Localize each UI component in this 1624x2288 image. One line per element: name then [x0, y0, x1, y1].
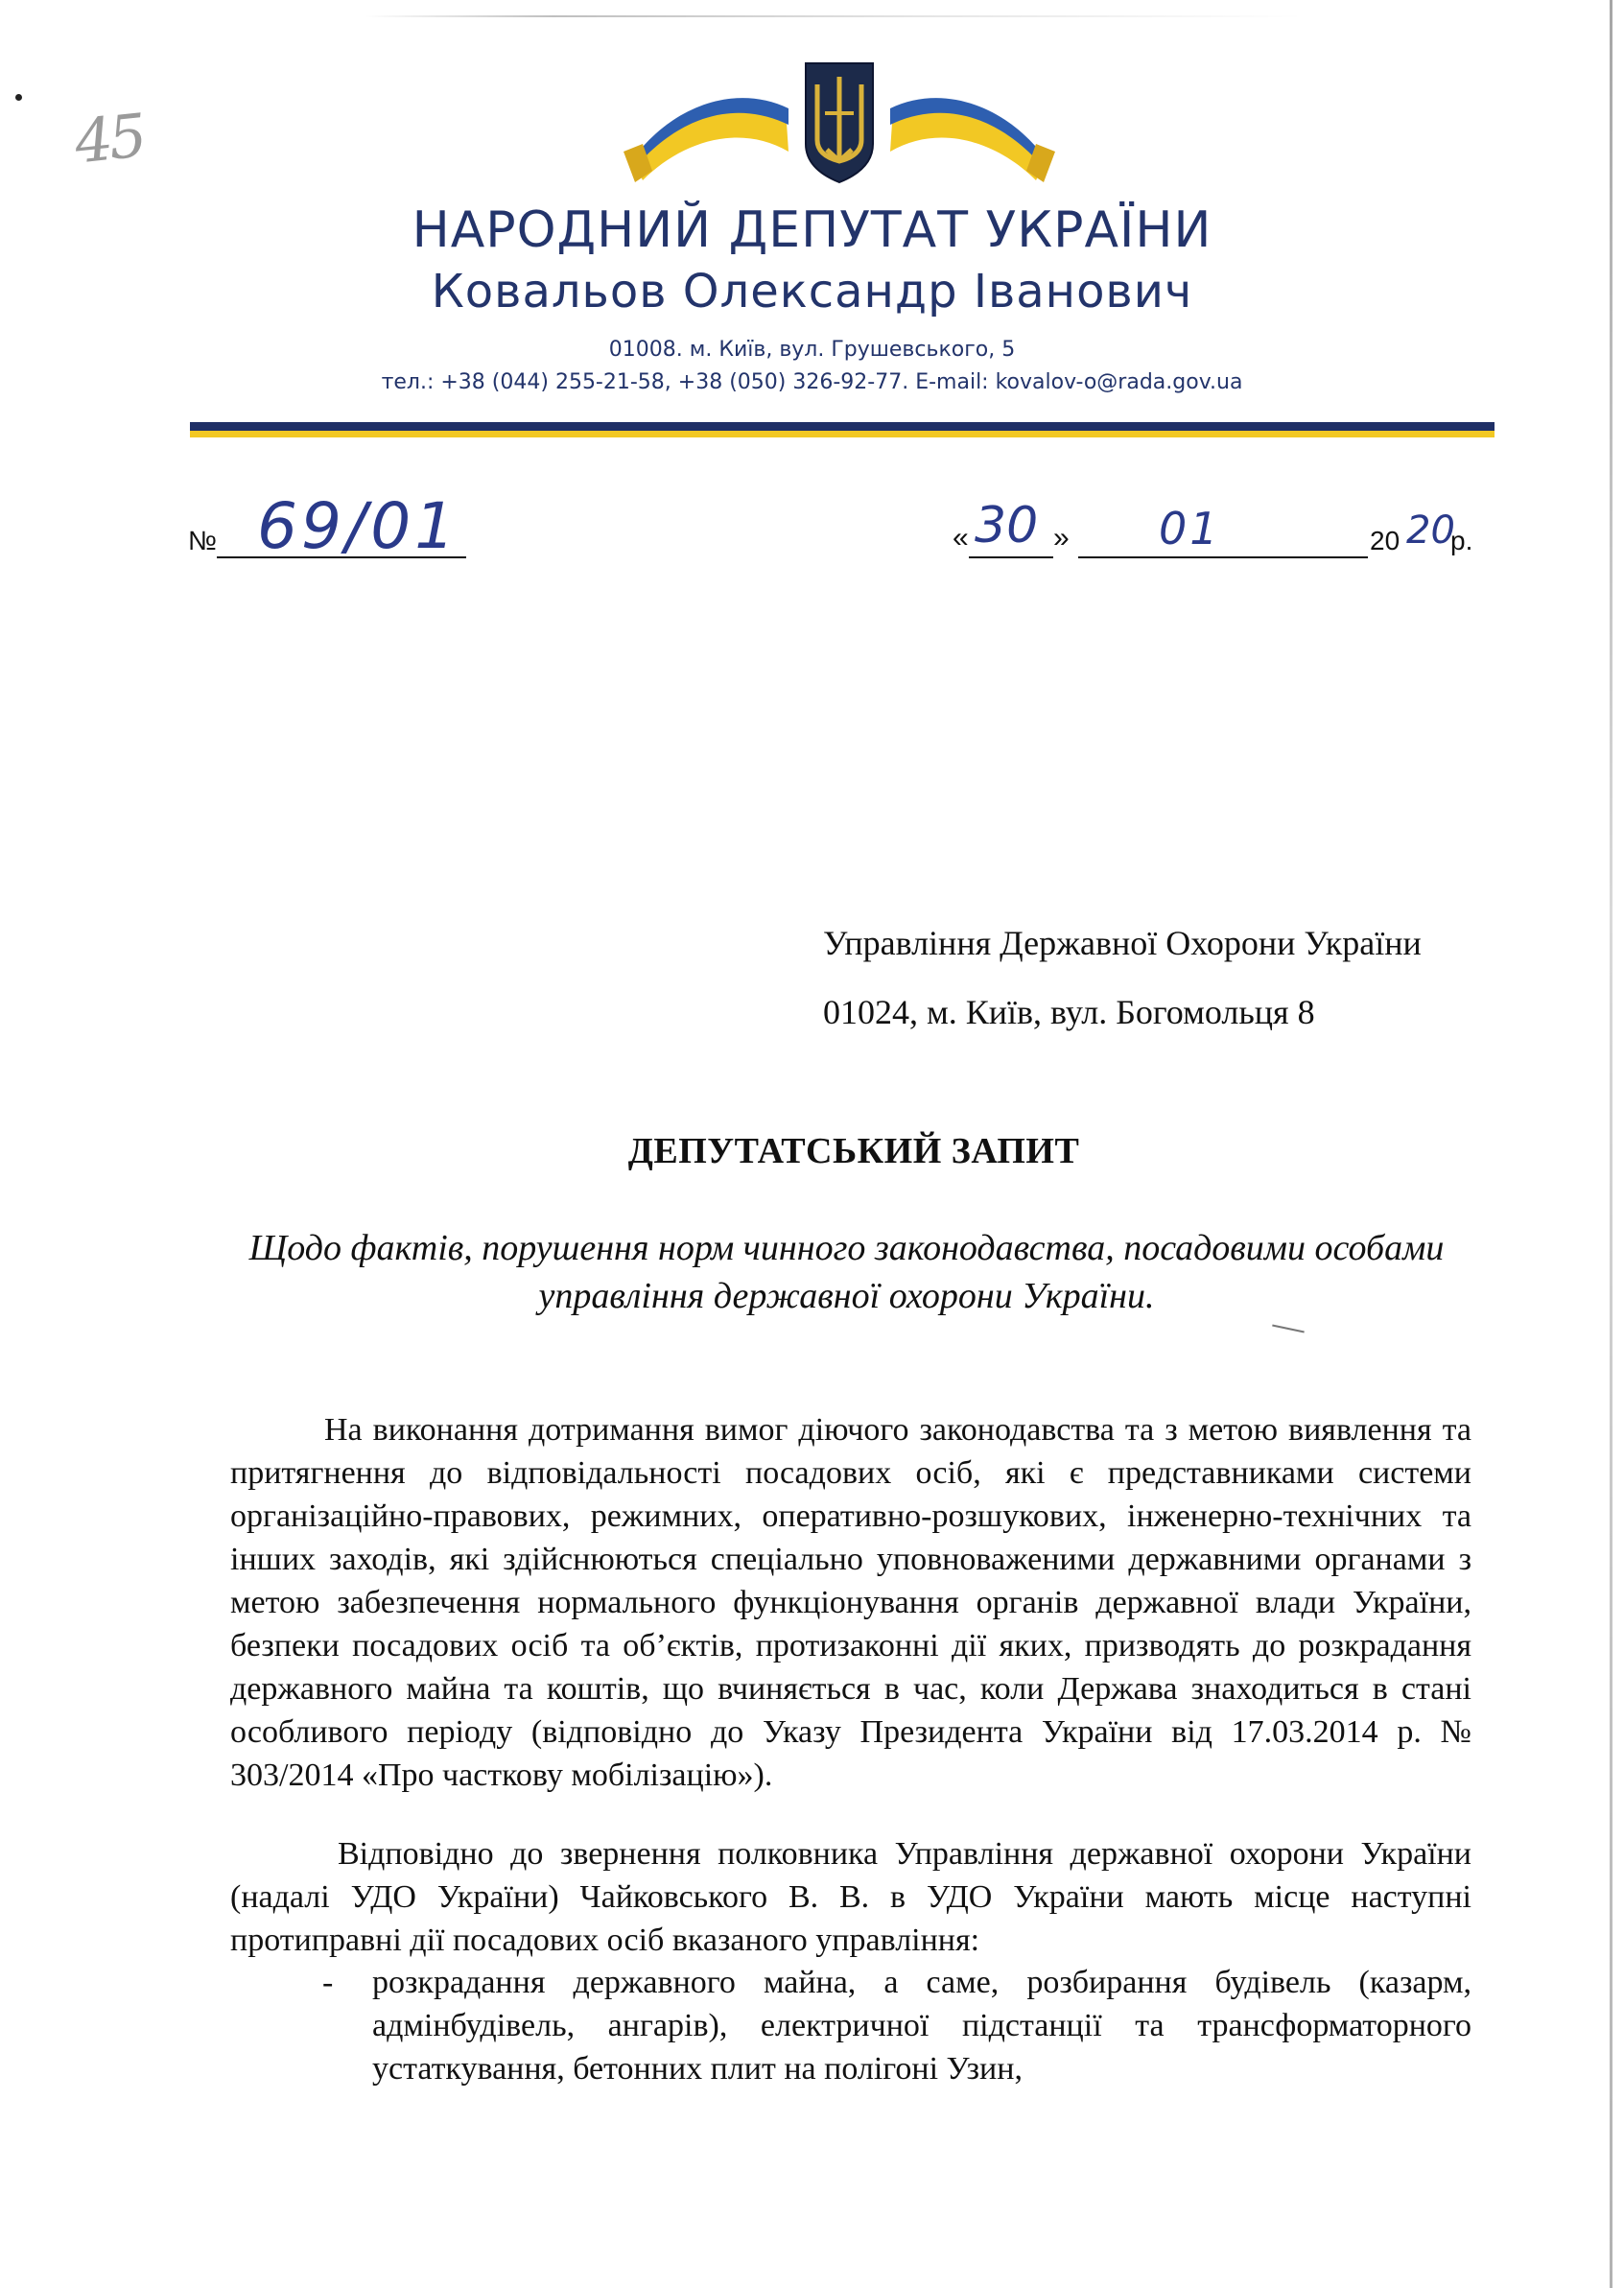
document-heading: ДЕПУТАТСЬКИЙ ЗАПИТ: [627, 1131, 1080, 1171]
reference-number-label: №: [188, 526, 218, 555]
letterhead-address: 01008. м. Київ, вул. Грушевського, 5: [608, 338, 1016, 362]
recipient-organization: Управління Державної Охорони України: [823, 924, 1422, 962]
body-paragraph-1: На виконання дотримання вимог діючого законодавства та з метою виявлення та притягнення до відповідальності посадових осіб, які є представниками системи організаційно-правових, режимних, оперативно-розшукових, інженерно-технічних та інших заходів, які здійснюються спеціально уповноваженими державними органами з метою забезпечення нормального функціонування органів державної влади України, безпеки посадових осіб та об’єктів, протизаконні дії яких, призводять до розкрадання державного майна та коштів, що вчиняється в час, коли Держава знаходиться в стані особливого періоду (відповідно до Указу Президента України від 17.03.2014 р. № 303/2014 «Про часткову мобілізацію»).: [230, 1412, 1471, 1793]
coat-of-arms-emblem: [614, 56, 1065, 190]
body-paragraph-2: Відповідно до звернення полковника Управління державної охорони України (надалі УДО України) Чайковського В. В. в УДО України мають місце наступні протиправні дії посадових осіб вказаного управління:: [230, 1836, 1471, 1958]
date-year-handwritten: 20: [1406, 508, 1455, 553]
bullet-dash: -: [322, 1965, 334, 2000]
document-subject: Щодо фактів, порушення норм чинного законодавства, посадовими особами управління державної охорони України.: [248, 1228, 1445, 1316]
recipient-address: 01024, м. Київ, вул. Богомольця 8: [823, 993, 1315, 1031]
scan-artifact-dot: [15, 94, 22, 101]
reference-number-handwritten: 69/01: [257, 489, 459, 563]
bullet-item-1: розкрадання державного майна, а саме, розбирання будівель (казарм, адмінбудівель, ангарів), електричної підстанції та трансформаторного устаткування, бетонних плит на полігоні Узин,: [372, 1965, 1471, 2087]
date-year-prefix: 20: [1370, 526, 1400, 555]
date-close-quote: »: [1053, 522, 1070, 554]
date-day-underline: [969, 556, 1053, 558]
date-month-underline: [1078, 556, 1368, 558]
scan-artifact-mark: [1272, 1324, 1305, 1333]
scan-artifact-top-line: [365, 15, 1305, 17]
handwritten-page-number: 45: [71, 100, 147, 177]
letterhead-stripe-yellow: [190, 431, 1495, 437]
letterhead-contacts: тел.: +38 (044) 255-21-58, +38 (050) 326-92-77. E-mail: kovalov-o@rada.gov.ua: [381, 370, 1243, 394]
letterhead-stripe-blue: [190, 422, 1495, 431]
letterhead-name: Ковальов Олександр Іванович: [431, 265, 1193, 318]
date-year-suffix: р.: [1450, 526, 1473, 555]
date-month-handwritten: 01: [1159, 503, 1221, 554]
date-day-handwritten: 30: [975, 497, 1039, 554]
date-open-quote: «: [953, 522, 969, 554]
letterhead-title: НАРОДНИЙ ДЕПУТАТ УКРАЇНИ: [412, 201, 1212, 259]
